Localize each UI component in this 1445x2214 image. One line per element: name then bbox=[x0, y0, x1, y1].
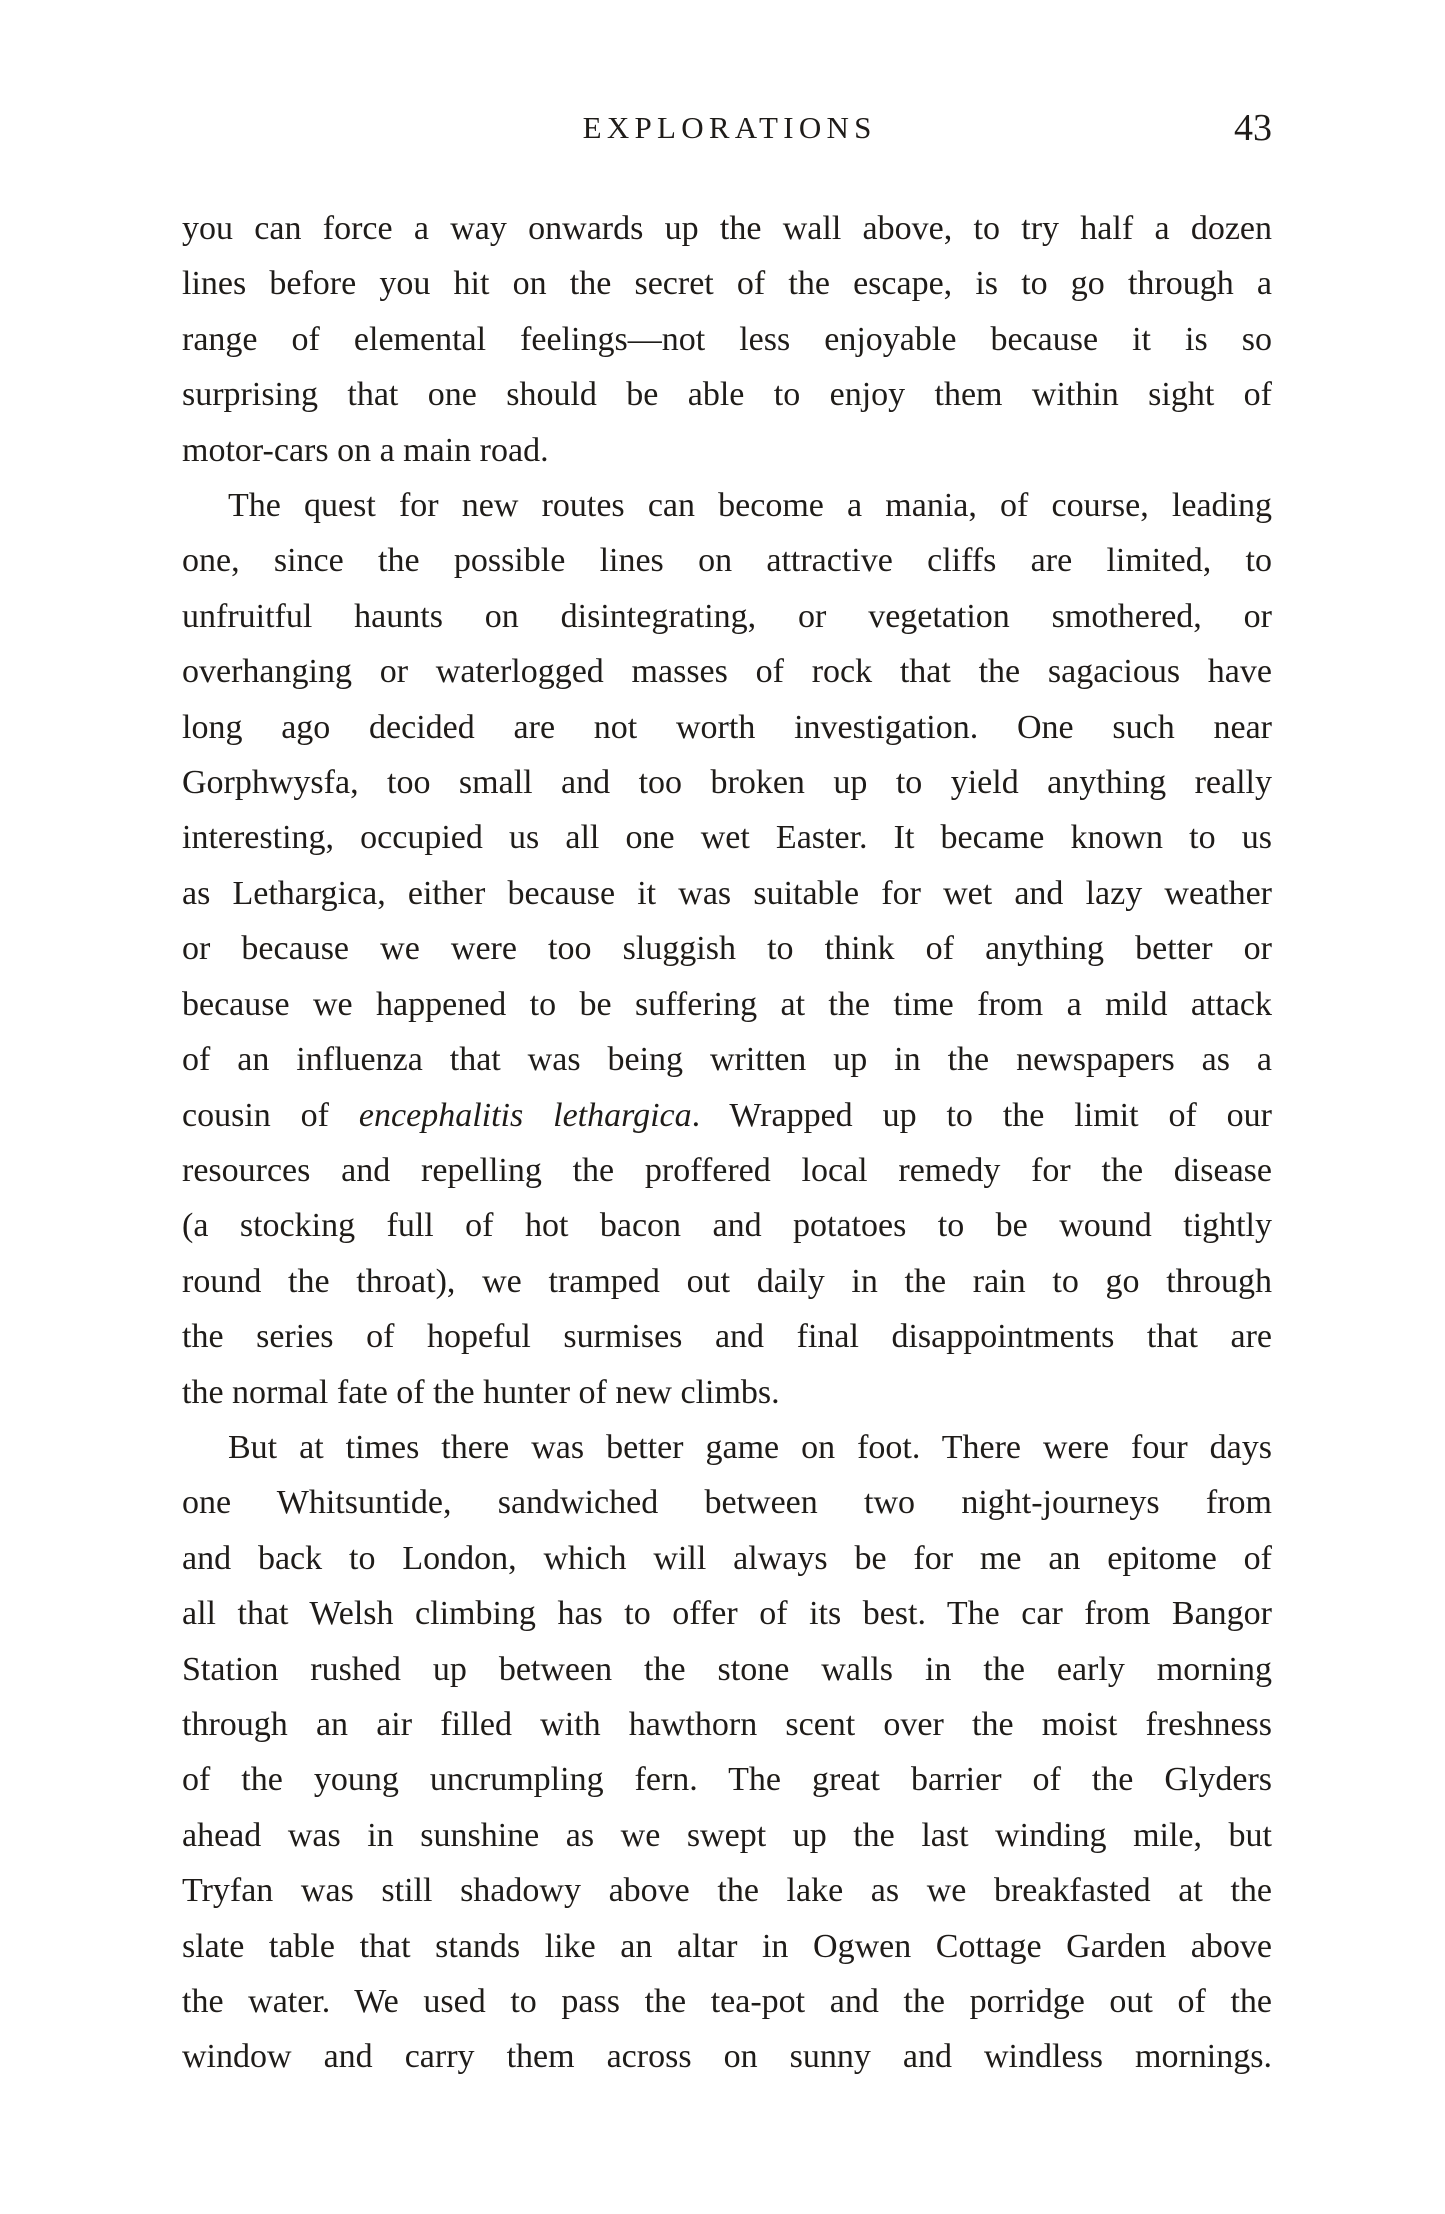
text-line bbox=[182, 533, 1272, 588]
text-line bbox=[182, 1531, 1272, 1586]
text-segment: cousin of bbox=[182, 1096, 359, 1134]
running-header bbox=[182, 108, 1272, 152]
paragraph bbox=[182, 478, 1272, 1420]
text-segment: range of elemental feelings—not less enjoyable because it is so bbox=[182, 320, 1272, 358]
paragraph bbox=[182, 201, 1272, 478]
text-line bbox=[182, 201, 1272, 256]
running-header-title: EXPLORATIONS bbox=[582, 110, 877, 145]
text-segment: the normal fate of the hunter of new climbs. bbox=[182, 1373, 780, 1411]
text-segment: one Whitsuntide, sandwiched between two night-journeys from bbox=[182, 1484, 1272, 1522]
text-segment: one, since the possible lines on attractive cliffs are limited, to bbox=[182, 542, 1272, 580]
text-segment: unfruitful haunts on disintegrating, or vegetation smothered, or bbox=[182, 597, 1272, 635]
text-line bbox=[182, 1365, 1272, 1420]
text-line bbox=[182, 1642, 1272, 1697]
text-line bbox=[182, 644, 1272, 699]
text-segment: resources and repelling the proffered local remedy for the disease bbox=[182, 1151, 1272, 1189]
text-line bbox=[182, 1808, 1272, 1863]
text-segment: because we happened to be suffering at the time from a mild attack bbox=[182, 985, 1272, 1023]
text-line bbox=[182, 700, 1272, 755]
text-segment: the water. We used to pass the tea-pot and the porridge out of the bbox=[182, 1983, 1272, 2020]
text-segment: . Wrapped up to the limit of our bbox=[691, 1096, 1273, 1134]
text-segment: slate table that stands like an altar in Ogwen Cottage Garden above bbox=[182, 1927, 1272, 1965]
italic-text: encephalitis lethargica bbox=[358, 1096, 692, 1134]
text-segment: surprising that one should be able to enjoy them within sight of bbox=[182, 376, 1272, 414]
text-segment: motor-cars on a main road. bbox=[182, 431, 549, 469]
text-segment: lines before you hit on the secret of the escape, is to go through a bbox=[182, 265, 1272, 303]
text-segment: or because we were too sluggish to think of anything better or bbox=[182, 930, 1272, 968]
text-segment: of an influenza that was being written up in the newspapers as a bbox=[182, 1041, 1272, 1079]
text-line bbox=[182, 478, 1272, 533]
text-line bbox=[182, 256, 1272, 311]
text-segment: (a stocking full of hot bacon and potatoes to be wound tightly bbox=[182, 1207, 1272, 1245]
text-line bbox=[182, 1254, 1272, 1309]
text-segment: interesting, occupied us all one wet Easter. It became known to us bbox=[182, 819, 1272, 857]
text-line bbox=[182, 423, 1272, 478]
text-line bbox=[182, 1752, 1272, 1807]
paragraph bbox=[182, 1420, 1272, 2085]
text-segment: window and carry them across on sunny and windless mornings. bbox=[182, 2038, 1272, 2076]
text-segment: of the young uncrumpling fern. The great barrier of the Glyders bbox=[182, 1761, 1272, 1799]
text-line bbox=[182, 810, 1272, 865]
text-segment: as Lethargica, either because it was suitable for wet and lazy weather bbox=[182, 874, 1272, 912]
text-line bbox=[182, 1974, 1272, 2029]
text-segment: The quest for new routes can become a mania, of course, leading bbox=[228, 487, 1272, 525]
text-line bbox=[182, 921, 1272, 976]
page-text bbox=[182, 201, 1272, 2085]
text-segment: overhanging or waterlogged masses of rock that the sagacious have bbox=[182, 653, 1272, 691]
text-segment: long ago decided are not worth investigation. One such near bbox=[182, 708, 1272, 746]
text-line bbox=[182, 1143, 1272, 1198]
page-number: 43 bbox=[1234, 107, 1272, 149]
text-line bbox=[182, 866, 1272, 921]
text-line bbox=[182, 1863, 1272, 1918]
text-line bbox=[182, 312, 1272, 367]
text-segment: and back to London, which will always be for me an epitome of bbox=[182, 1539, 1272, 1577]
text-segment: round the throat), we tramped out daily in the rain to go through bbox=[182, 1262, 1272, 1300]
text-line bbox=[182, 2029, 1272, 2084]
text-line bbox=[182, 1309, 1272, 1364]
text-line bbox=[182, 755, 1272, 810]
text-line bbox=[182, 1088, 1272, 1143]
text-line bbox=[182, 589, 1272, 644]
text-segment: Tryfan was still shadowy above the lake as we breakfasted at the bbox=[182, 1872, 1272, 1910]
text-line bbox=[182, 1198, 1272, 1253]
text-segment: the series of hopeful surmises and final disappointments that are bbox=[182, 1318, 1272, 1356]
text-line bbox=[182, 1586, 1272, 1641]
text-line bbox=[182, 1032, 1272, 1087]
text-line bbox=[182, 1420, 1272, 1475]
text-line bbox=[182, 367, 1272, 422]
text-segment: Gorphwysfa, too small and too broken up to yield anything really bbox=[182, 764, 1272, 802]
text-segment: ahead was in sunshine as we swept up the last winding mile, but bbox=[182, 1816, 1272, 1854]
text-line bbox=[182, 1919, 1272, 1974]
text-segment: through an air filled with hawthorn scent over the moist freshness bbox=[182, 1705, 1272, 1743]
text-line bbox=[182, 1697, 1272, 1752]
text-segment: Station rushed up between the stone walls in the early morning bbox=[182, 1650, 1272, 1688]
text-line bbox=[182, 977, 1272, 1032]
text-segment: all that Welsh climbing has to offer of its best. The car from Bangor bbox=[182, 1595, 1272, 1633]
text-segment: But at times there was better game on foot. There were four days bbox=[228, 1428, 1272, 1466]
text-line bbox=[182, 1475, 1272, 1530]
text-segment: you can force a way onwards up the wall above, to try half a dozen bbox=[182, 210, 1272, 247]
